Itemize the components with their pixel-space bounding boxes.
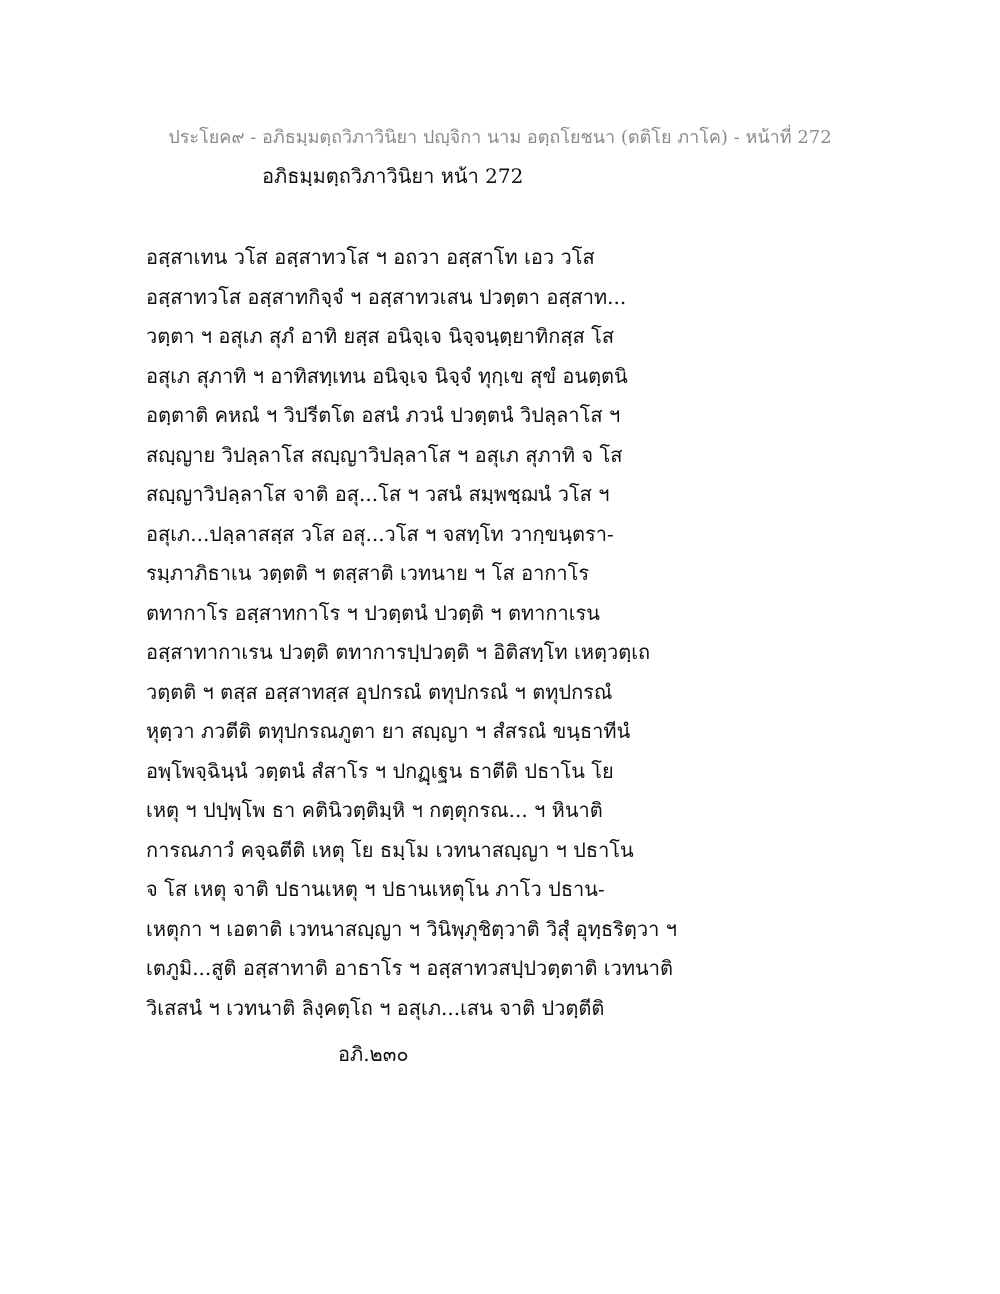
text-line: วตฺตา ฯ อสุเภ สุภํ อาทิ ยสฺส อนิจฺเจ นิจฺจนฺตฺยาทิกสฺส โส	[146, 324, 615, 348]
text-line: รมฺภาภิธาเน วตฺตติ ฯ ตสฺสาติ เวทนาย ฯ โส อากาโร	[146, 561, 590, 585]
text-line: การณภาวํ คจฺฉตีติ เหตุ โย ธมฺโม เวทนาสญฺญา ฯ ปธาโน	[146, 837, 634, 862]
text-line: อตฺตาติ คหณํ ฯ วิปรีตโต อสนํ ภวนํ ปวตฺตนํ วิปลฺลาโส ฯ	[146, 403, 621, 427]
text-line: วตฺตติ ฯ ตสฺส อสฺสาทสฺส อุปกรณํ ตทุปกรณํ ฯ ตทุปกรณํ	[146, 679, 613, 704]
folio-number: อภิ.๒๓๐	[338, 1042, 409, 1066]
text-line: อสุเภ สุภาทิ ฯ อาทิสทฺเทน อนิจฺเจ นิจฺจํ ทุกฺเข สุขํ อนตฺตนิ	[146, 363, 628, 388]
text-line: สญฺญาวิปลฺลาโส จาติ อสุ...โส ฯ วสนํ สมฺพชฺฌนํ วโส ฯ	[146, 482, 610, 506]
text-line: สญฺญาย วิปลฺลาโส สญฺญาวิปลฺลาโส ฯ อสุเภ สุภาทิ จ โส	[146, 442, 623, 467]
text-line: เตภูมิ...สูติ อสฺสาทาติ อาธาโร ฯ อสฺสาทวสปฺปวตฺตาติ เวทนาติ	[146, 956, 673, 980]
text-line: เหตุ ฯ ปปฺพฺโพ ธา คตินิวตฺติมฺหิ ฯ กตฺตุกรณ... ฯ หินาติ	[146, 798, 603, 822]
text-line: อสฺสาเทน วโส อสฺสาทวโส ฯ อถวา อสฺสาโท เอว วโส	[146, 245, 595, 269]
text-line: จ โส เหตุ จาติ ปธานเหตุ ฯ ปธานเหตุโน ภาโว ปธาน-	[146, 877, 605, 901]
text-line: ตทากาโร อสฺสาทกาโร ฯ ปวตฺตนํ ปวตฺติ ฯ ตทากาเรน	[146, 600, 600, 625]
text-line: อสุเภ...ปลฺลาสสฺส วโส อสุ...วโส ฯ จสทฺโท วากฺขนฺตรา-	[146, 521, 614, 546]
text-line: หุตฺวา ภวตีติ ตทุปกรณภูตา ยา สญฺญา ฯ สํสรณํ ขนฺธาทีนํ	[146, 719, 631, 743]
body-text	[146, 238, 866, 1028]
text-line: เหตุกา ฯ เอตาติ เวทนาสญฺญา ฯ วินิพฺภุชิตฺวาติ วิสุํ อุทฺธริตฺวา ฯ	[146, 916, 677, 941]
text-line: อพฺโพจฺฉินฺนํ วตฺตนํ สํสาโร ฯ ปกฏฺเฐน ธาตีติ ปธาโน โย	[146, 758, 614, 783]
text-line: อสฺสาทวโส อสฺสาทกิจฺจํ ฯ อสฺสาทวเสน ปวตฺตา อสฺสาท...	[146, 284, 627, 309]
page-title: อภิธมฺมตฺถวิภาวินิยา หน้า 272	[262, 164, 524, 188]
running-header: ประโยค๙ - อภิธมฺมตฺถวิภาวินิยา ปญฺจิกา นาม อตฺถโยชนา (ตติโย ภาโค) - หน้าที่ 272	[168, 127, 832, 148]
text-line: วิเสสนํ ฯ เวทนาติ ลิงฺคตฺโถ ฯ อสุเภ...เสน จาติ ปวตฺตีติ	[146, 995, 605, 1020]
text-line: อสฺสาทากาเรน ปวตฺติ ตทาการปฺปวตฺติ ฯ อิติสทฺโท เหตฺวตฺเถ	[146, 640, 651, 664]
